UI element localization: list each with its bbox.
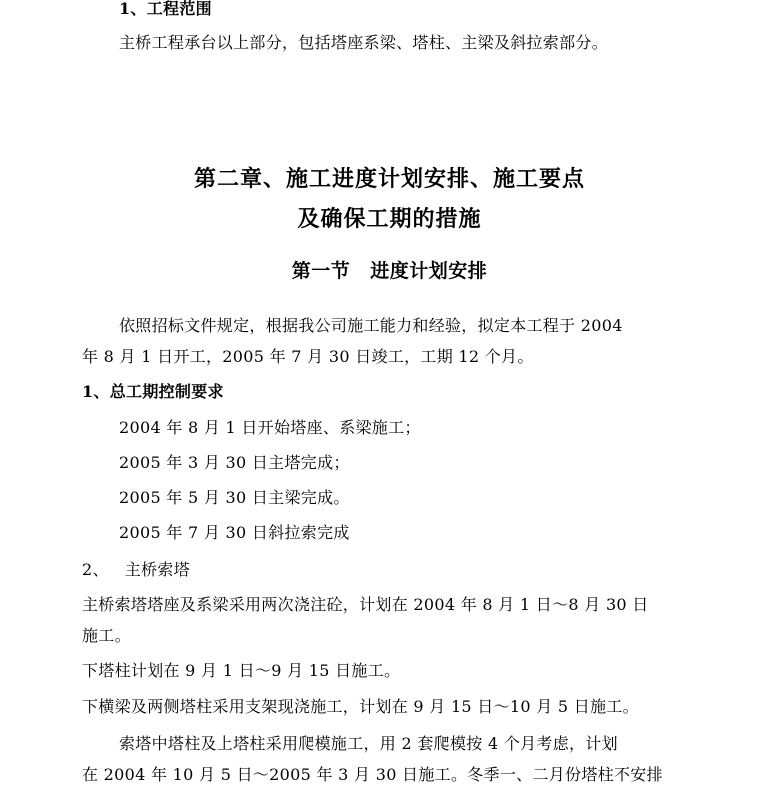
main-tower-heading-text: 主桥索塔 <box>124 560 190 579</box>
scope-heading: 1、工程范围 <box>119 0 212 18</box>
main-tower-para1-line1: 主桥索塔塔座及系梁采用两次浇注砼，计划在 2004 年 8 月 1 日～8 月 30 日 <box>82 595 649 614</box>
schedule-item: 2005 年 5 月 30 日主梁完成。 <box>119 488 350 507</box>
schedule-item: 2004 年 8 月 1 日开始塔座、系梁施工； <box>119 418 421 437</box>
intro-line-1: 依照招标文件规定，根据我公司施工能力和经验，拟定本工程于 2004 <box>119 316 623 335</box>
main-tower-heading-number: 2、 <box>82 560 109 579</box>
chapter-title-line1: 第二章、施工进度计划安排、施工要点 <box>193 166 585 192</box>
intro-line-2: 年 8 月 1 日开工，2005 年 7 月 30 日竣工，工期 12 个月。 <box>82 347 534 366</box>
main-tower-para4-line1: 索塔中塔柱及上塔柱采用爬模施工，用 2 套爬模按 4 个月考虑，计划 <box>119 734 618 753</box>
section-number: 第一节 <box>291 260 351 282</box>
total-schedule-heading: 1、总工期控制要求 <box>82 382 224 401</box>
section-title: 进度计划安排 <box>370 260 488 282</box>
scope-text: 主桥工程承台以上部分，包括塔座系梁、塔柱、主梁及斜拉索部分。 <box>119 33 609 52</box>
chapter-title-line2: 及确保工期的措施 <box>297 206 482 232</box>
main-tower-heading <box>82 560 190 580</box>
schedule-item: 2005 年 7 月 30 日斜拉索完成 <box>119 523 350 542</box>
schedule-item: 2005 年 3 月 30 日主塔完成； <box>119 453 350 472</box>
main-tower-para3: 下横梁及两侧塔柱采用支架现浇施工，计划在 9 月 15 日～10 月 5 日施工。 <box>82 697 639 716</box>
section-heading <box>0 259 779 283</box>
main-tower-para2: 下塔柱计划在 9 月 1 日～9 月 15 日施工。 <box>82 661 401 680</box>
main-tower-para4-line2: 在 2004 年 10 月 5 日～2005 年 3 月 30 日施工。冬季一、二月份塔柱不安排 <box>82 765 663 784</box>
main-tower-para1-line2: 施工。 <box>82 626 131 645</box>
